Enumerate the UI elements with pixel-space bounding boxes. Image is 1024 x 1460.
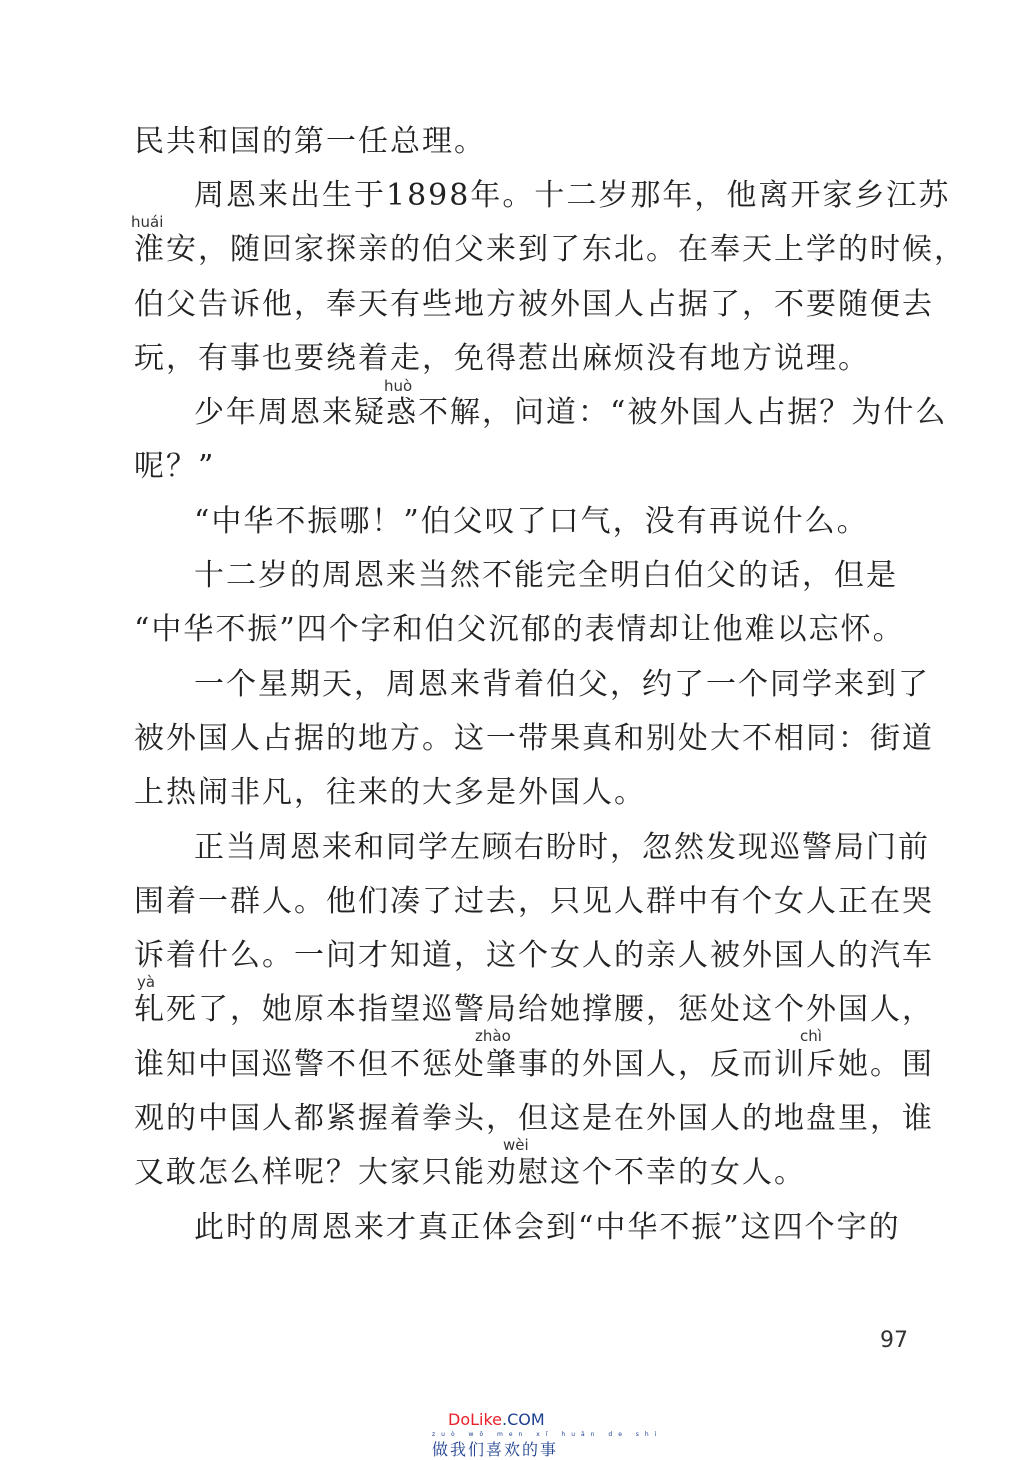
text-line: 被外国人占据的地方。这一带果真和别处大不相同：街道	[134, 721, 934, 756]
text-line: 伯父告诉他，奉天有些地方被外国人占据了，不要随便去	[134, 287, 934, 322]
watermark-logo	[448, 1410, 545, 1429]
text-line: 淮安，随回家探亲的伯父来到了东北。在奉天上学的时候，	[134, 232, 966, 267]
text-line: 周恩来出生于1898年。十二岁那年，他离开家乡江苏	[194, 178, 951, 213]
pinyin-annotation: chì	[800, 1027, 822, 1045]
text-line: 上热闹非凡，往来的大多是外国人。	[134, 775, 646, 810]
text-line: 玩，有事也要绕着走，免得惹出麻烦没有地方说理。	[134, 341, 870, 376]
watermark-pinyin: zuò wǒ men xǐ huān de shì	[432, 1431, 663, 1438]
text-line: 一个星期天，周恩来背着伯父，约了一个同学来到了	[194, 667, 930, 702]
text-line: 此时的周恩来才真正体会到“中华不振”这四个字的	[194, 1210, 901, 1245]
watermark-logo-do: DoLike	[448, 1410, 503, 1429]
text-line: 观的中国人都紧握着拳头，但这是在外国人的地盘里，谁	[134, 1101, 934, 1136]
text-line: 谁知中国巡警不但不惩处肇事的外国人，反而训斥她。围	[134, 1047, 934, 1082]
watermark-logo-com: .COM	[502, 1410, 545, 1429]
watermark-slogan: 做我们喜欢的事	[432, 1440, 559, 1459]
text-line: 又敢怎么样呢？大家只能劝慰这个不幸的女人。	[134, 1155, 806, 1190]
text-line: 轧死了，她原本指望巡警局给她撑腰，惩处这个外国人，	[134, 992, 934, 1027]
pinyin-annotation: yà	[137, 973, 156, 991]
text-line: “中华不振”四个字和伯父沉郁的表情却让他难以忘怀。	[134, 612, 905, 647]
page-number: 97	[880, 1328, 908, 1353]
pinyin-annotation: huái	[131, 213, 164, 231]
text-line: 正当周恩来和同学左顾右盼时，忽然发现巡警局门前	[194, 830, 930, 865]
text-line: 少年周恩来疑惑不解，问道：“被外国人占据？为什么	[194, 395, 948, 430]
text-line: 诉着什么。一问才知道，这个女人的亲人被外国人的汽车	[134, 938, 934, 973]
pinyin-annotation: huò	[384, 377, 413, 395]
text-line: “中华不振哪！”伯父叹了口气，没有再说什么。	[194, 504, 869, 539]
pinyin-annotation: zhào	[475, 1027, 511, 1045]
text-line: 呢？”	[134, 449, 216, 484]
pinyin-annotation: wèi	[503, 1136, 529, 1154]
text-line: 民共和国的第一任总理。	[134, 124, 486, 159]
text-line: 十二岁的周恩来当然不能完全明白伯父的话，但是	[194, 558, 898, 593]
text-line: 围着一群人。他们凑了过去，只见人群中有个女人正在哭	[134, 884, 934, 919]
